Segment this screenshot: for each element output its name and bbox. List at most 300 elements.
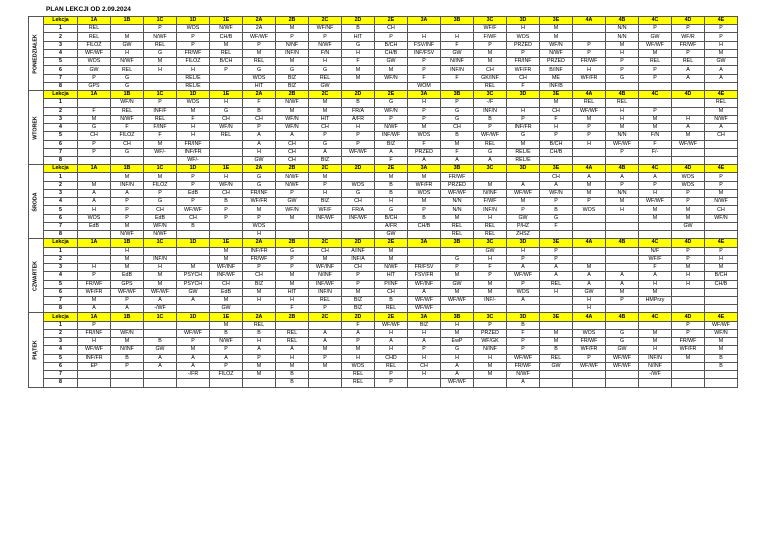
schedule-cell: A (78, 189, 111, 197)
schedule-cell: WF/- (144, 148, 177, 156)
schedule-cell: N/WF (375, 264, 408, 272)
schedule-cell: WF/FR (243, 198, 276, 206)
schedule-cell: WF/N (111, 329, 144, 337)
schedule-cell: REL (705, 99, 738, 107)
schedule-cell (474, 173, 507, 181)
schedule-cell (705, 371, 738, 379)
schedule-cell: P (276, 264, 309, 272)
schedule-cell: M (276, 214, 309, 222)
schedule-cell: M (210, 247, 243, 255)
schedule-cell: H (672, 280, 705, 288)
schedule-cell: P (705, 33, 738, 41)
schedule-cell: CH (276, 156, 309, 164)
schedule-cell: PRZED (507, 41, 540, 49)
schedule-cell: REL (144, 41, 177, 49)
schedule-cell: B (342, 25, 375, 33)
class-header: 1C (144, 17, 177, 25)
schedule-cell: GW (243, 156, 276, 164)
schedule-cell: A (375, 338, 408, 346)
schedule-cell: A (408, 288, 441, 296)
schedule-cell: A (672, 66, 705, 74)
schedule-cell: A (540, 181, 573, 189)
schedule-cell: P (573, 124, 606, 132)
schedule-cell: REL (441, 222, 474, 230)
schedule-cell (342, 156, 375, 164)
schedule-cell: A (144, 354, 177, 362)
schedule-cell: P (309, 132, 342, 140)
schedule-cell: F/WF (474, 198, 507, 206)
schedule-cell: P (639, 25, 672, 33)
schedule-cell: INF/F (144, 107, 177, 115)
schedule-cell (606, 222, 639, 230)
schedule-cell: M (309, 362, 342, 370)
schedule-cell: A (507, 181, 540, 189)
schedule-cell: P (705, 181, 738, 189)
schedule-cell: H (441, 33, 474, 41)
schedule-cell: H (342, 124, 375, 132)
schedule-cell: WF/FR (573, 74, 606, 82)
schedule-cell: A/FR (342, 115, 375, 123)
schedule-cell: P (375, 371, 408, 379)
schedule-cell: A (177, 296, 210, 304)
schedule-cell: F (276, 305, 309, 313)
schedule-cell: M (540, 99, 573, 107)
schedule-cell: F (78, 107, 111, 115)
schedule-cell: G (144, 49, 177, 57)
schedule-cell: FR/WF (78, 280, 111, 288)
schedule-cell: N/N (441, 198, 474, 206)
schedule-cell: BIZ (342, 305, 375, 313)
class-header: 4E (705, 91, 738, 99)
schedule-cell: CH (375, 288, 408, 296)
schedule-cell: A (573, 173, 606, 181)
schedule-cell: P (342, 272, 375, 280)
schedule-cell: P (408, 206, 441, 214)
class-header: 4A (573, 313, 606, 321)
schedule-cell (309, 321, 342, 329)
schedule-cell: B/CH (375, 41, 408, 49)
schedule-cell: GW (78, 66, 111, 74)
schedule-cell: P (78, 74, 111, 82)
class-header: 1A (78, 239, 111, 247)
schedule-cell: F (342, 321, 375, 329)
schedule-cell: H (474, 214, 507, 222)
schedule-cell (606, 371, 639, 379)
schedule-cell: WF/FR (408, 181, 441, 189)
lesson-number: 2 (44, 255, 78, 263)
schedule-cell: P (606, 181, 639, 189)
schedule-cell: B (705, 354, 738, 362)
schedule-cell: H (705, 41, 738, 49)
schedule-cell: F (375, 156, 408, 164)
schedule-cell: GK/INF (474, 74, 507, 82)
schedule-cell: WF/WF (606, 362, 639, 370)
schedule-cell: P (177, 33, 210, 41)
lesson-row (29, 189, 738, 197)
class-header: 4B (606, 165, 639, 173)
schedule-cell: CH (375, 25, 408, 33)
class-header: 1D (177, 17, 210, 25)
schedule-cell: REL (540, 354, 573, 362)
class-header: 3B (441, 239, 474, 247)
schedule-cell: WOS (78, 214, 111, 222)
schedule-cell: G (441, 107, 474, 115)
schedule-cell (540, 379, 573, 387)
class-header: 4B (606, 17, 639, 25)
lesson-row (29, 231, 738, 239)
schedule-cell: P (210, 346, 243, 354)
schedule-cell: P (177, 338, 210, 346)
schedule-cell: CH (111, 140, 144, 148)
schedule-cell: P (144, 189, 177, 197)
schedule-cell: N/INF (474, 346, 507, 354)
class-header: 4C (639, 239, 672, 247)
schedule-cell: A (309, 338, 342, 346)
schedule-cell: N/WF (210, 25, 243, 33)
schedule-cell: A (309, 148, 342, 156)
schedule-cell (276, 231, 309, 239)
schedule-cell: GW (474, 247, 507, 255)
schedule-cell: WOS (507, 33, 540, 41)
schedule-cell (78, 156, 111, 164)
schedule-cell: M (78, 181, 111, 189)
schedule-cell: H (177, 66, 210, 74)
schedule-cell: B (507, 321, 540, 329)
schedule-cell: M (309, 173, 342, 181)
schedule-cell: P (672, 189, 705, 197)
schedule-cell: M (243, 49, 276, 57)
schedule-cell (639, 231, 672, 239)
lesson-row (29, 25, 738, 33)
schedule-cell: WF/N (276, 115, 309, 123)
schedule-cell: M (375, 255, 408, 263)
schedule-cell: A (606, 173, 639, 181)
schedule-cell: REL/E (177, 82, 210, 90)
schedule-cell (705, 305, 738, 313)
lesson-number: 2 (44, 181, 78, 189)
schedule-cell: M (705, 107, 738, 115)
schedule-cell: B (144, 338, 177, 346)
schedule-cell: GW (375, 231, 408, 239)
schedule-cell: WF/N (276, 206, 309, 214)
schedule-cell: P (408, 66, 441, 74)
schedule-cell: FILOZ (177, 58, 210, 66)
lesson-row (29, 214, 738, 222)
class-header: 3B (441, 17, 474, 25)
schedule-cell: B/INF (540, 66, 573, 74)
schedule-cell: G (111, 74, 144, 82)
schedule-cell: F (474, 264, 507, 272)
lesson-row (29, 33, 738, 41)
schedule-cell: INF/WF (210, 272, 243, 280)
class-header: 4C (639, 17, 672, 25)
schedule-cell (276, 222, 309, 230)
schedule-cell: BIZ (243, 280, 276, 288)
schedule-cell: P (342, 338, 375, 346)
lesson-row (29, 288, 738, 296)
class-header: 1B (111, 165, 144, 173)
schedule-cell: A (111, 189, 144, 197)
schedule-cell: G (342, 189, 375, 197)
schedule-cell: WOS (408, 132, 441, 140)
schedule-cell: P (507, 255, 540, 263)
schedule-cell: M (507, 198, 540, 206)
lesson-number: 7 (44, 222, 78, 230)
schedule-cell (540, 156, 573, 164)
class-header: 4D (672, 91, 705, 99)
schedule-cell: WF/F (474, 25, 507, 33)
schedule-cell (507, 305, 540, 313)
schedule-cell (78, 99, 111, 107)
schedule-cell: EdB (111, 272, 144, 280)
lesson-header: Lekcja (44, 17, 78, 25)
schedule-cell: FR/WF (441, 173, 474, 181)
schedule-cell: A (243, 346, 276, 354)
schedule-cell: BIZ (276, 82, 309, 90)
schedule-cell: GW (540, 362, 573, 370)
schedule-cell: A (672, 74, 705, 82)
schedule-cell: BIZ (309, 156, 342, 164)
lesson-number: 1 (44, 25, 78, 33)
class-header: 1E (210, 239, 243, 247)
lesson-header: Lekcja (44, 239, 78, 247)
lesson-number: 2 (44, 329, 78, 337)
schedule-cell: A (276, 132, 309, 140)
schedule-cell: M (573, 264, 606, 272)
schedule-cell: REL (441, 231, 474, 239)
class-header: 1C (144, 91, 177, 99)
schedule-cell: CH (210, 280, 243, 288)
schedule-cell: A (573, 280, 606, 288)
schedule-cell (342, 222, 375, 230)
lesson-number: 5 (44, 132, 78, 140)
schedule-cell (672, 148, 705, 156)
schedule-cell: F (408, 74, 441, 82)
lesson-number: 8 (44, 156, 78, 164)
schedule-cell: GW (441, 49, 474, 57)
schedule-cell (573, 222, 606, 230)
class-header: 2D (342, 17, 375, 25)
schedule-cell: H (474, 354, 507, 362)
schedule-cell: REL (639, 58, 672, 66)
schedule-cell: EdB (210, 288, 243, 296)
schedule-cell: M (474, 371, 507, 379)
schedule-cell: B/CH (210, 58, 243, 66)
schedule-cell: INF/A (342, 255, 375, 263)
schedule-cell: M (276, 107, 309, 115)
schedule-cell: M (144, 272, 177, 280)
schedule-cell: WF/WF (606, 140, 639, 148)
class-header: 3D (507, 313, 540, 321)
class-header: 2D (342, 91, 375, 99)
schedule-cell: B (375, 181, 408, 189)
schedule-cell: M (540, 329, 573, 337)
schedule-cell: WF/N (705, 214, 738, 222)
schedule-cell (243, 379, 276, 387)
day-label: PIĄTEK (32, 340, 39, 360)
lesson-row (29, 255, 738, 263)
schedule-cell: FR/WF (573, 338, 606, 346)
lesson-row (29, 305, 738, 313)
schedule-cell: WF/WF (639, 41, 672, 49)
lesson-row (29, 132, 738, 140)
schedule-cell: A/INF (342, 247, 375, 255)
schedule-cell: GPŚ (111, 280, 144, 288)
schedule-cell (606, 255, 639, 263)
schedule-cell (441, 247, 474, 255)
schedule-cell: F/WF (474, 33, 507, 41)
schedule-cell (606, 321, 639, 329)
schedule-cell: PSYCH (177, 280, 210, 288)
schedule-cell: INF/WF (309, 280, 342, 288)
schedule-cell: ME (540, 74, 573, 82)
schedule-cell: F (243, 99, 276, 107)
class-header: 1A (78, 313, 111, 321)
lesson-number: 1 (44, 99, 78, 107)
schedule-cell: P (672, 255, 705, 263)
class-header: 3A (408, 313, 441, 321)
schedule-cell (573, 231, 606, 239)
schedule-cell: F/N (639, 132, 672, 140)
schedule-cell: H (606, 115, 639, 123)
schedule-cell: WF/FR (573, 346, 606, 354)
schedule-cell: WF/WF (177, 206, 210, 214)
schedule-cell (144, 82, 177, 90)
schedule-cell: M (144, 58, 177, 66)
schedule-cell: PRZED (540, 58, 573, 66)
class-header: 1E (210, 313, 243, 321)
schedule-cell (639, 379, 672, 387)
class-header: 3A (408, 165, 441, 173)
schedule-cell: N/WF (144, 231, 177, 239)
schedule-cell: M (78, 296, 111, 304)
schedule-cell: A (507, 379, 540, 387)
schedule-cell: HIT (243, 82, 276, 90)
schedule-cell (408, 231, 441, 239)
class-header: 1B (111, 239, 144, 247)
schedule-cell: H (408, 354, 441, 362)
lesson-row (29, 338, 738, 346)
schedule-cell: B/CH (705, 272, 738, 280)
schedule-cell (111, 321, 144, 329)
schedule-cell: CHD (375, 354, 408, 362)
schedule-cell: P (540, 198, 573, 206)
schedule-cell: FR/A (342, 206, 375, 214)
schedule-cell: GW (309, 82, 342, 90)
schedule-cell: CH (309, 247, 342, 255)
schedule-cell: M (639, 124, 672, 132)
schedule-cell: WF/N (540, 189, 573, 197)
schedule-cell (573, 33, 606, 41)
schedule-cell: P (78, 148, 111, 156)
schedule-cell: P (342, 280, 375, 288)
schedule-cell: P (672, 198, 705, 206)
schedule-cell: P (243, 214, 276, 222)
schedule-cell: BIZ (309, 198, 342, 206)
schedule-cell: FILOZ (111, 132, 144, 140)
schedule-cell: H (573, 140, 606, 148)
schedule-cell: M (639, 288, 672, 296)
class-header: 2B (276, 165, 309, 173)
lesson-row (29, 296, 738, 304)
class-header: 3E (540, 17, 573, 25)
schedule-cell (705, 231, 738, 239)
schedule-cell: WOS (342, 362, 375, 370)
schedule-cell: P (177, 173, 210, 181)
schedule-cell: FR/INF (243, 189, 276, 197)
schedule-cell: INF/B (540, 82, 573, 90)
lesson-row (29, 206, 738, 214)
schedule-cell: N/N (606, 25, 639, 33)
schedule-cell: WOS (573, 329, 606, 337)
schedule-cell: EdB (144, 214, 177, 222)
schedule-cell (408, 379, 441, 387)
schedule-cell: H (540, 124, 573, 132)
schedule-cell: N/INF (111, 346, 144, 354)
schedule-cell (210, 156, 243, 164)
schedule-cell: REL (672, 58, 705, 66)
schedule-cell: M (177, 107, 210, 115)
schedule-cell: A (408, 338, 441, 346)
schedule-cell: FSV/FR (408, 272, 441, 280)
schedule-cell: CH (177, 214, 210, 222)
schedule-cell: HIT (309, 115, 342, 123)
schedule-cell: N/INF (309, 272, 342, 280)
lesson-row (29, 124, 738, 132)
schedule-cell: WF/GK (474, 338, 507, 346)
schedule-cell: H (210, 99, 243, 107)
schedule-cell (111, 25, 144, 33)
schedule-cell (210, 140, 243, 148)
schedule-cell: G (441, 115, 474, 123)
lesson-number: 5 (44, 280, 78, 288)
schedule-cell (408, 247, 441, 255)
schedule-cell: H (606, 107, 639, 115)
schedule-cell: GW (144, 346, 177, 354)
schedule-cell: P (177, 41, 210, 49)
class-header: 2A (243, 239, 276, 247)
schedule-cell: M (441, 140, 474, 148)
schedule-cell: M (243, 371, 276, 379)
schedule-cell: H (507, 107, 540, 115)
schedule-cell (342, 82, 375, 90)
schedule-cell (507, 173, 540, 181)
schedule-cell (342, 173, 375, 181)
schedule-cell: M (639, 329, 672, 337)
schedule-cell (606, 264, 639, 272)
schedule-cell: P (705, 247, 738, 255)
schedule-cell: H (375, 198, 408, 206)
schedule-cell: F (540, 115, 573, 123)
schedule-cell: M (276, 272, 309, 280)
schedule-cell: M (705, 49, 738, 57)
schedule-cell: A (606, 272, 639, 280)
schedule-cell: WF/WF (606, 354, 639, 362)
schedule-cell (78, 247, 111, 255)
schedule-cell (177, 321, 210, 329)
schedule-cell: M (639, 206, 672, 214)
schedule-cell: P (210, 214, 243, 222)
schedule-cell: WF/N (375, 107, 408, 115)
schedule-cell: H (342, 49, 375, 57)
class-header: 4C (639, 313, 672, 321)
schedule-cell: ZHSZ (507, 231, 540, 239)
schedule-cell: G (606, 329, 639, 337)
schedule-cell: H (309, 189, 342, 197)
schedule-cell (573, 25, 606, 33)
schedule-cell: M (375, 66, 408, 74)
schedule-cell: M (474, 280, 507, 288)
